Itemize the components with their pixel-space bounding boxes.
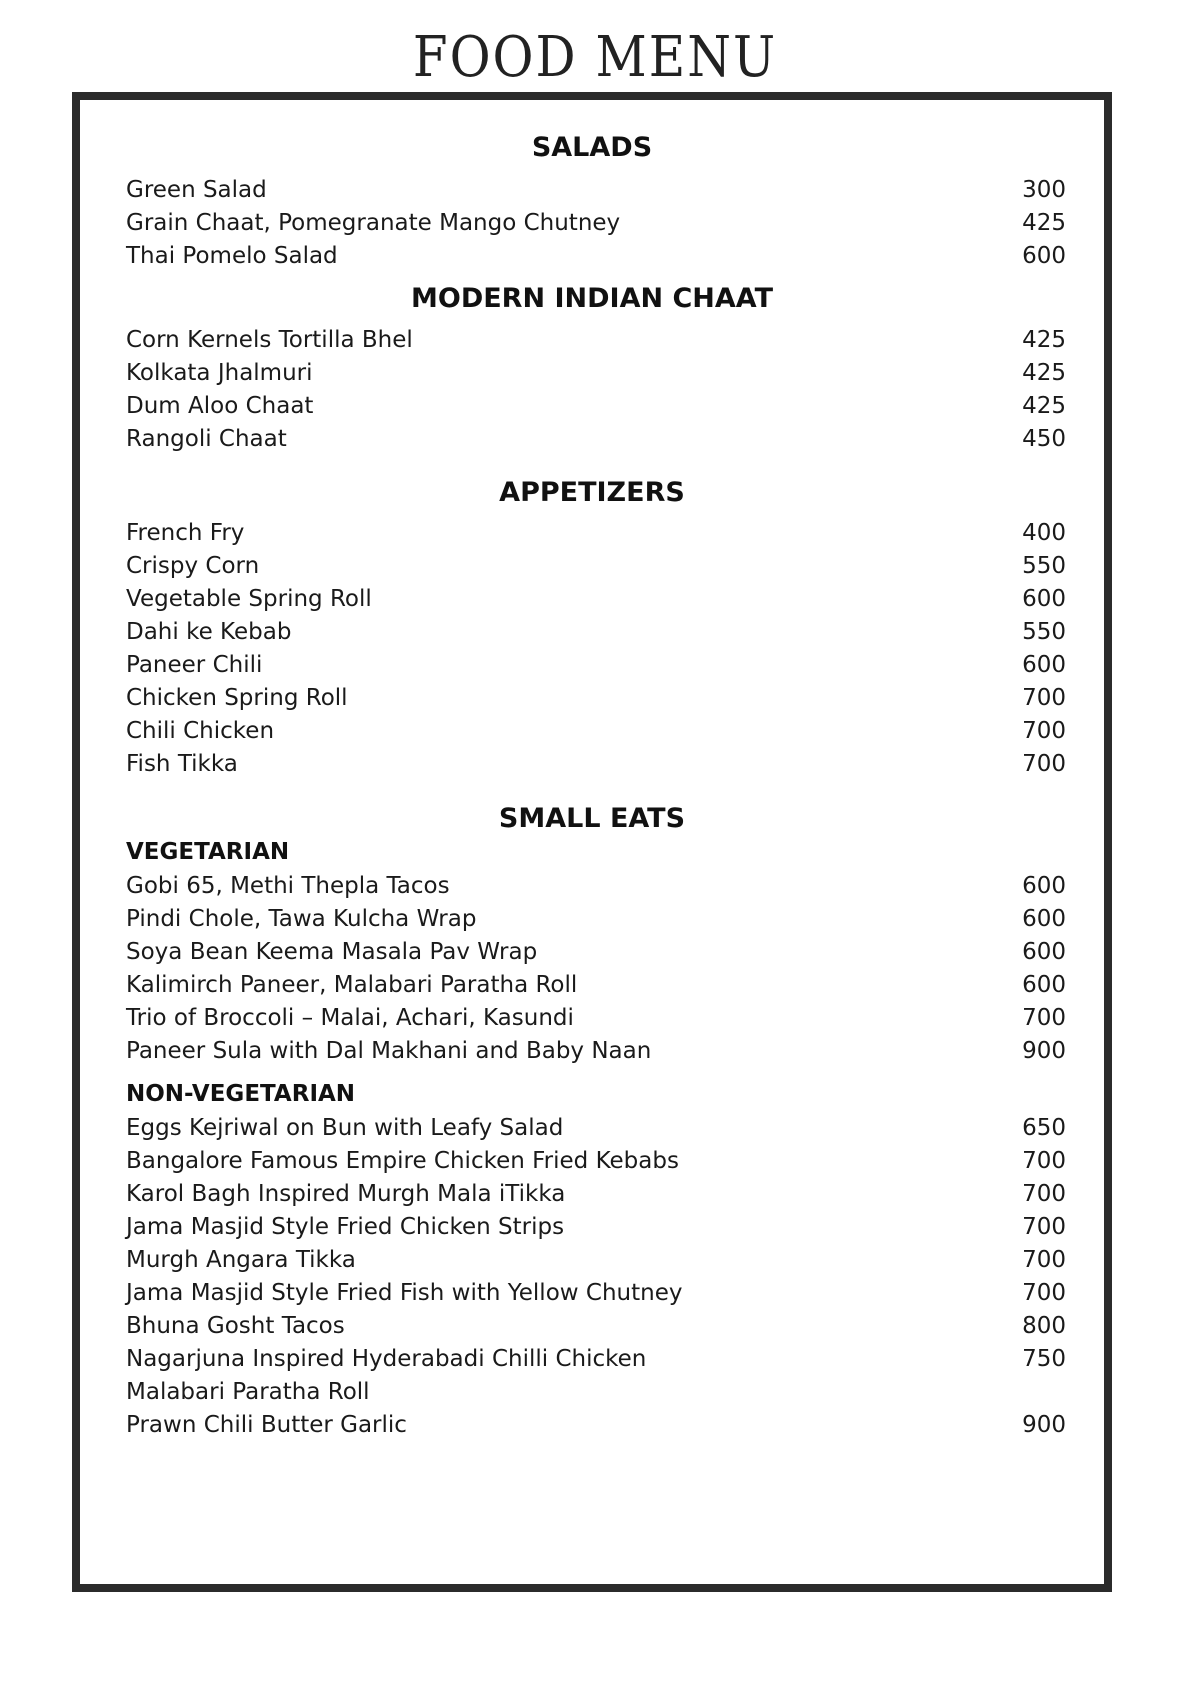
item-price: 600: [1022, 652, 1066, 678]
item-name: Thai Pomelo Salad: [126, 243, 338, 269]
section-title-salads: SALADS: [531, 132, 653, 163]
menu-item: [126, 1035, 1066, 1068]
menu-item: [126, 649, 1066, 682]
menu-item: [126, 583, 1066, 616]
menu-item: [126, 390, 1066, 423]
menu-item: [126, 1376, 1066, 1409]
menu-item: [126, 423, 1066, 456]
item-name: Kolkata Jhalmuri: [126, 360, 313, 386]
menu-frame: [72, 92, 1112, 1592]
item-price: 700: [1022, 751, 1066, 777]
menu-item: [126, 1178, 1066, 1211]
menu-item: [126, 1244, 1066, 1277]
menu-item: [126, 903, 1066, 936]
menu-item: [126, 969, 1066, 1002]
item-price: 700: [1022, 685, 1066, 711]
section-title-small-eats: SMALL EATS: [498, 803, 686, 834]
item-price: 600: [1022, 243, 1066, 269]
item-price: 700: [1022, 1148, 1066, 1174]
item-name: Pindi Chole, Tawa Kulcha Wrap: [126, 906, 477, 932]
menu-item: [126, 240, 1066, 273]
menu-item: [126, 1343, 1066, 1376]
subsection-title-vegetarian: VEGETARIAN: [126, 839, 290, 865]
item-price: 600: [1022, 939, 1066, 965]
item-price: 425: [1022, 360, 1066, 386]
item-name: Bhuna Gosht Tacos: [126, 1313, 345, 1339]
item-name: Grain Chaat, Pomegranate Mango Chutney: [126, 210, 621, 236]
item-price: 900: [1022, 1038, 1066, 1064]
menu-item: [126, 1145, 1066, 1178]
item-price: 550: [1022, 619, 1066, 645]
section-title-appetizers: APPETIZERS: [499, 477, 685, 508]
item-name: Vegetable Spring Roll: [126, 586, 372, 612]
menu-item: [126, 1310, 1066, 1343]
item-price: 600: [1022, 586, 1066, 612]
item-price: 600: [1022, 873, 1066, 899]
menu-item: [126, 517, 1066, 550]
item-price: 700: [1022, 1181, 1066, 1207]
menu-item: [126, 1277, 1066, 1310]
item-name: Gobi 65, Methi Thepla Tacos: [126, 873, 450, 899]
item-price: 700: [1022, 1280, 1066, 1306]
item-name: Dahi ke Kebab: [126, 619, 292, 645]
item-name: Chicken Spring Roll: [126, 685, 348, 711]
item-price: 650: [1022, 1115, 1066, 1141]
menu-item: [126, 682, 1066, 715]
item-price: 700: [1022, 1247, 1066, 1273]
item-name: Jama Masjid Style Fried Chicken Strips: [126, 1214, 565, 1240]
item-name: Eggs Kejriwal on Bun with Leafy Salad: [126, 1115, 564, 1141]
item-price: 425: [1022, 210, 1066, 236]
item-name: Chili Chicken: [126, 718, 275, 744]
item-name: Murgh Angara Tikka: [126, 1247, 356, 1273]
item-name: Malabari Paratha Roll: [126, 1379, 370, 1405]
menu-item: [126, 550, 1066, 583]
menu-item: [126, 616, 1066, 649]
item-name: Paneer Sula with Dal Makhani and Baby Naan: [126, 1038, 652, 1064]
item-price: 600: [1022, 972, 1066, 998]
item-name: Corn Kernels Tortilla Bhel: [126, 327, 413, 353]
menu-item: [126, 207, 1066, 240]
menu-item: [126, 936, 1066, 969]
item-price: 550: [1022, 553, 1066, 579]
item-price: 400: [1022, 520, 1066, 546]
item-price: 600: [1022, 906, 1066, 932]
menu-item: [126, 324, 1066, 357]
item-name: Crispy Corn: [126, 553, 260, 579]
item-price: 425: [1022, 327, 1066, 353]
item-name: Trio of Broccoli – Malai, Achari, Kasundi: [126, 1005, 574, 1031]
item-price: 450: [1022, 426, 1066, 452]
item-price: 750: [1022, 1346, 1066, 1372]
item-name: Jama Masjid Style Fried Fish with Yellow Chutney: [126, 1280, 683, 1306]
item-price: 700: [1022, 1214, 1066, 1240]
page-title: FOOD MENU: [412, 24, 778, 90]
item-name: Dum Aloo Chaat: [126, 393, 314, 419]
item-name: Soya Bean Keema Masala Pav Wrap: [126, 939, 538, 965]
item-price: 425: [1022, 393, 1066, 419]
menu-item: [126, 870, 1066, 903]
section-title-chaat: MODERN INDIAN CHAAT: [411, 283, 773, 314]
menu-item: [126, 357, 1066, 390]
item-name: Kalimirch Paneer, Malabari Paratha Roll: [126, 972, 578, 998]
menu-item: [126, 1112, 1066, 1145]
item-name: Green Salad: [126, 177, 267, 203]
menu-item: [126, 715, 1066, 748]
item-name: Bangalore Famous Empire Chicken Fried Kebabs: [126, 1148, 679, 1174]
menu-item: [126, 748, 1066, 781]
item-name: Prawn Chili Butter Garlic: [126, 1412, 407, 1438]
item-price: 900: [1022, 1412, 1066, 1438]
subsection-title-non-vegetarian: NON-VEGETARIAN: [126, 1081, 356, 1107]
item-name: Rangoli Chaat: [126, 426, 287, 452]
item-price: 700: [1022, 1005, 1066, 1031]
item-name: Karol Bagh Inspired Murgh Mala iTikka: [126, 1181, 566, 1207]
item-name: French Fry: [126, 520, 245, 546]
item-name: Nagarjuna Inspired Hyderabadi Chilli Chicken: [126, 1346, 647, 1372]
menu-item: [126, 1409, 1066, 1442]
item-price: 700: [1022, 718, 1066, 744]
menu-item: [126, 1211, 1066, 1244]
item-name: Fish Tikka: [126, 751, 238, 777]
menu-item: [126, 1002, 1066, 1035]
item-price: 300: [1022, 177, 1066, 203]
item-price: 800: [1022, 1313, 1066, 1339]
item-name: Paneer Chili: [126, 652, 263, 678]
menu-item: [126, 174, 1066, 207]
